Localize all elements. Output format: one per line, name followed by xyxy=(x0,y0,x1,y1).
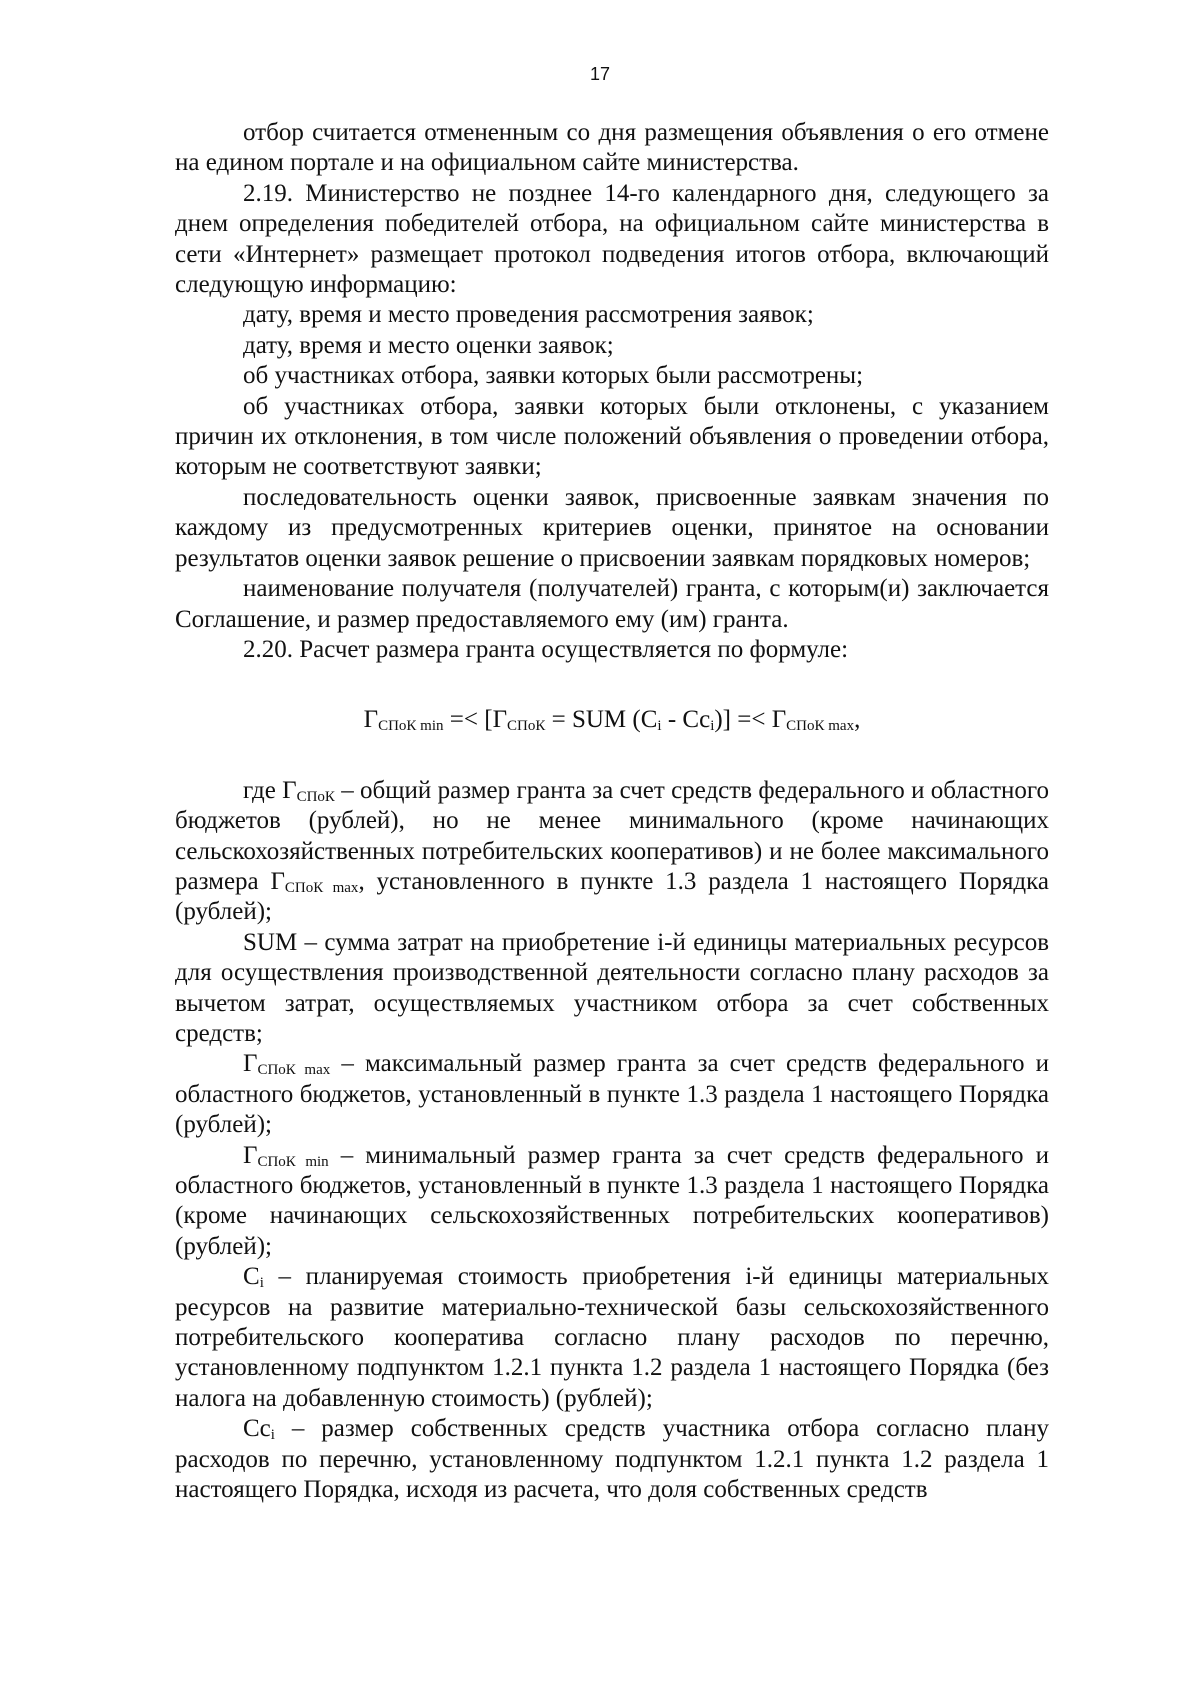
document-body xyxy=(175,118,1049,1505)
list-item-evaluation-date: дату, время и место оценки заявок; xyxy=(243,331,614,359)
definition-sum: SUM – сумма затрат на приобретение i-й единицы материальных ресурсов для осуществления производственной деятельности согласно плану расходов за вычетом затрат, осуществляемых участником отбора за счет собственных средств; xyxy=(175,928,1049,1047)
paragraph-selection-cancel: отбор считается отмененным со дня размещения объявления о его отмене на едином портале и на официальном сайте министерства. xyxy=(175,119,1049,177)
grant-formula: $Г_{СПоК min} =< [Г_{СПоК}$ = SUM $(C_i - Cc_i)] =< Г_{СПоК max}$, xyxy=(363,706,861,735)
page-number: 17 xyxy=(589,64,611,84)
definition-ci: $C_i$ – планируемая стоимость приобретения i-й единицы материальных ресурсов на развитие материально-технической базы сельскохозяйственного потребительского кооператива согласно плану расходов по перечню, установленному подпунктом 1.2.1 пункта 1.2 раздела 1 настоящего Порядка (без налога на добавленную стоимость) (рублей); xyxy=(175,1263,1049,1412)
paragraph-2-19: 2.19. Министерство не позднее 14-го календарного дня, следующего за днем определения победителей отбора, на официальном сайте министерства в сети «Интернет» размещает протокол подведения итогов отбора, включающий следующую информацию: xyxy=(175,179,1049,299)
list-item-reviewed-participants: об участниках отбора, заявки которых были рассмотрены; xyxy=(243,362,864,390)
definition-g-spok: где $Г_{СПоК}$ – общий размер гранта за счет средств федерального и областного бюджетов (рублей), но не менее минимального (кроме начинающих сельскохозяйственных потребительских кооперативов) и не более максимального размера $Г_{СПоК max}$, установленного в пункте 1.3 раздела 1 настоящего Порядка (рублей); xyxy=(175,776,1050,926)
list-item-evaluation-sequence: последовательность оценки заявок, присвоенные заявкам значения по каждому из предусмотренных критериев оценки, принятое на основании результатов оценки заявок решение о присвоении заявкам порядковых номеров; xyxy=(175,483,1049,572)
definition-cci: $Cc_i$ – размер собственных средств участника отбора согласно плану расходов по перечню, установленному подпунктом 1.2.1 пункта 1.2 раздела 1 настоящего Порядка, исходя из расчета, что доля собственных средств xyxy=(175,1415,1049,1504)
list-item-grant-recipient: наименование получателя (получателей) гранта, с которым(и) заключается Соглашение, и размер предоставляемого ему (им) гранта. xyxy=(175,575,1049,633)
list-item-rejected-participants: об участниках отбора, заявки которых были отклонены, с указанием причин их отклонения, в том числе положений объявления о проведении отбора, которым не соответствуют заявки; xyxy=(175,392,1049,481)
list-item-review-date: дату, время и место проведения рассмотрения заявок; xyxy=(243,301,814,329)
definition-g-min: $Г_{СПоК min}$ – минимальный размер гранта за счет средств федерального и областного бюджетов, установленный в пункте 1.3 раздела 1 настоящего Порядка (кроме начинающих сельскохозяйственных потребительских кооперативов) (рублей); xyxy=(175,1141,1049,1260)
definition-g-max: $Г_{СПоК max}$ – максимальный размер гранта за счет средств федерального и областного бюджетов, установленный в пункте 1.3 раздела 1 настоящего Порядка (рублей); xyxy=(175,1050,1049,1139)
paragraph-2-20: 2.20. Расчет размера гранта осуществляется по формуле: xyxy=(243,635,849,663)
